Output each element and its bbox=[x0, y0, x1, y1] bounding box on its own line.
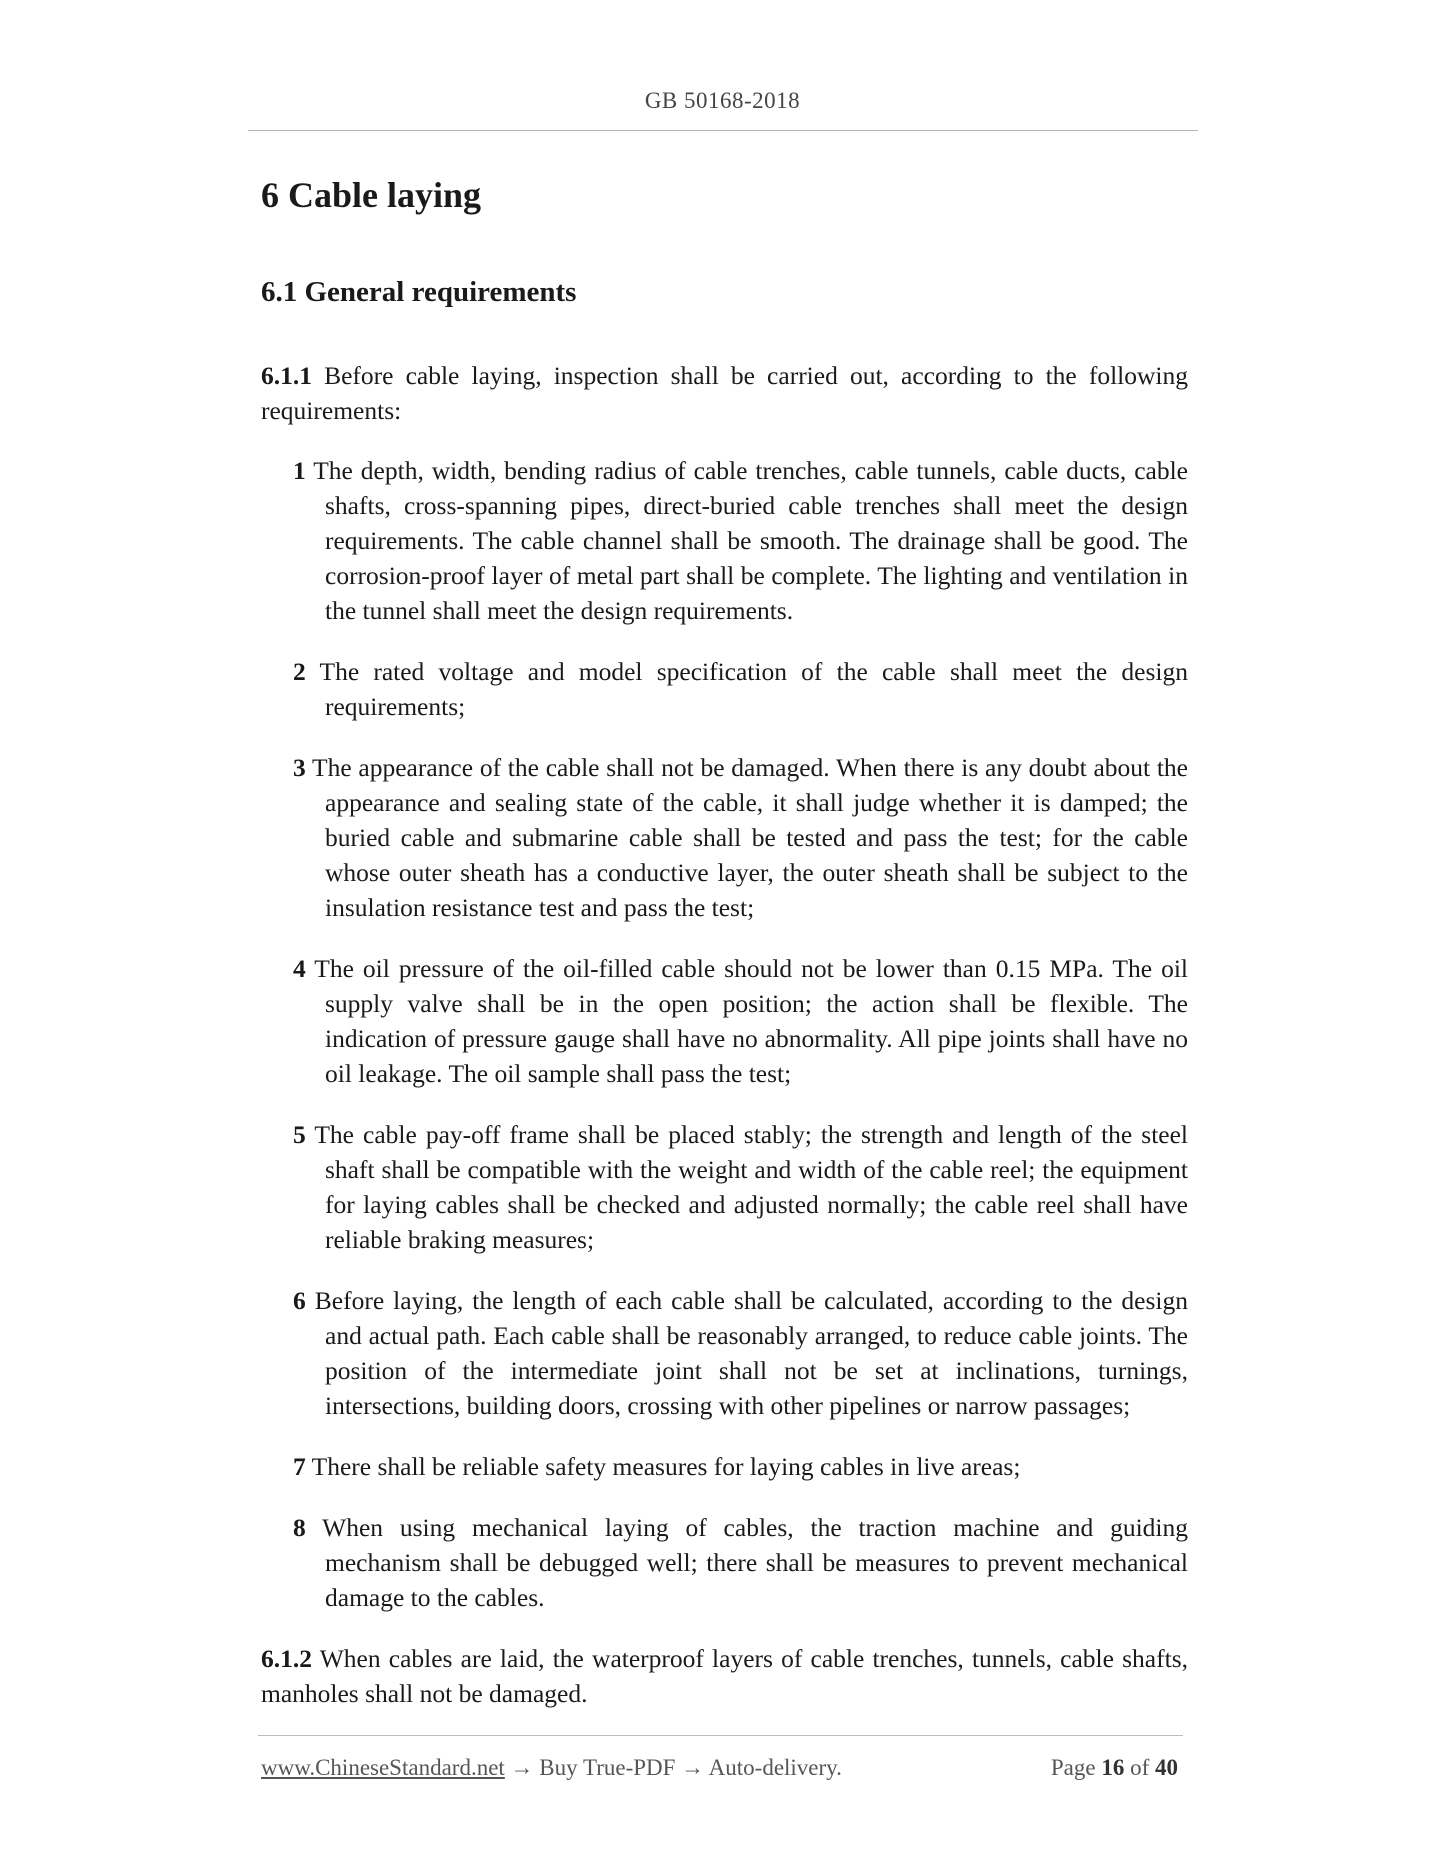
site-link[interactable]: www.ChineseStandard.net bbox=[261, 1755, 505, 1780]
document-body bbox=[261, 358, 1188, 1736]
footer-promo bbox=[261, 1752, 842, 1784]
section-title: 6.1 General requirements bbox=[261, 276, 577, 308]
clause-6-1-2 bbox=[261, 1641, 1188, 1711]
list-item bbox=[293, 1510, 1188, 1615]
clause-number: 6.1.2 bbox=[261, 1644, 312, 1673]
clause-6-1-1 bbox=[261, 358, 1188, 428]
item-text: When using mechanical laying of cables, the traction machine and guiding mechanism shall be debugged well; there shall be measures to prevent mechanical damage to the cables. bbox=[305, 1513, 1188, 1612]
item-number: 1 bbox=[293, 456, 306, 485]
list-item bbox=[293, 1283, 1188, 1423]
item-text: The appearance of the cable shall not be damaged. When there is any doubt about the appearance and sealing state of the cable, it shall judge whether it is damped; the buried cable and submarine cable shall be tested and pass the test; for the cable whose outer sheath has a conductive layer, the outer sheath shall be subject to the insulation resistance test and pass the test; bbox=[305, 753, 1188, 922]
header-divider bbox=[248, 130, 1198, 131]
item-number: 4 bbox=[293, 954, 306, 983]
item-text: The depth, width, bending radius of cable trenches, cable tunnels, cable ducts, cable shafts, cross-spanning pipes, direct-buried cable trenches shall meet the design requirements. The cable channel shall be smooth. The drainage shall be good. The corrosion-proof layer of metal part shall be complete. The lighting and ventilation in the tunnel shall meet the design requirements. bbox=[305, 456, 1188, 625]
item-text: Before laying, the length of each cable shall be calculated, according to the design and actual path. Each cable shall be reasonably arranged, to reduce cable joints. The position of the intermediate joint shall not be set at inclinations, turnings, intersections, building doors, crossing with other pipelines or narrow passages; bbox=[305, 1286, 1188, 1420]
list-item bbox=[293, 654, 1188, 724]
item-number: 8 bbox=[293, 1513, 306, 1542]
item-text: The rated voltage and model specification of the cable shall meet the design requirements; bbox=[305, 657, 1188, 721]
page-total: 40 bbox=[1155, 1755, 1178, 1780]
item-number: 2 bbox=[293, 657, 306, 686]
item-number: 3 bbox=[293, 753, 306, 782]
item-number: 5 bbox=[293, 1120, 306, 1149]
footer-tagline: → Buy True-PDF → Auto-delivery. bbox=[504, 1755, 842, 1780]
clause-number: 6.1.1 bbox=[261, 361, 312, 390]
page-indicator bbox=[1051, 1752, 1178, 1784]
chapter-title: 6 Cable laying bbox=[261, 175, 482, 215]
list-item bbox=[293, 1449, 1188, 1484]
document-code: GB 50168-2018 bbox=[644, 88, 801, 113]
item-text: There shall be reliable safety measures for laying cables in live areas; bbox=[305, 1452, 1021, 1481]
item-text: The oil pressure of the oil-filled cable should not be lower than 0.15 MPa. The oil supply valve shall be in the open position; the action shall be flexible. The indication of pressure gauge shall have no abnormality. All pipe joints shall have no oil leakage. The oil sample shall pass the test; bbox=[305, 954, 1188, 1088]
list-item bbox=[293, 1117, 1188, 1257]
clause-text: When cables are laid, the waterproof layers of cable trenches, tunnels, cable shafts, manholes shall not be damaged. bbox=[261, 1644, 1188, 1708]
page-label: Page bbox=[1050, 1755, 1102, 1780]
clause-text: Before cable laying, inspection shall be carried out, according to the following requirements: bbox=[261, 361, 1188, 425]
item-number: 7 bbox=[293, 1452, 306, 1481]
item-text: The cable pay-off frame shall be placed stably; the strength and length of the steel shaft shall be compatible with the weight and width of the cable reel; the equipment for laying cables shall be checked and adjusted normally; the cable reel shall have reliable braking measures; bbox=[305, 1120, 1188, 1254]
item-number: 6 bbox=[293, 1286, 306, 1315]
page-footer bbox=[261, 1752, 1178, 1784]
page-current: 16 bbox=[1101, 1755, 1125, 1780]
list-item bbox=[293, 453, 1188, 628]
list-item bbox=[293, 750, 1188, 925]
list-item bbox=[293, 951, 1188, 1091]
page-of: of bbox=[1124, 1755, 1155, 1780]
footer-divider bbox=[258, 1735, 1183, 1736]
